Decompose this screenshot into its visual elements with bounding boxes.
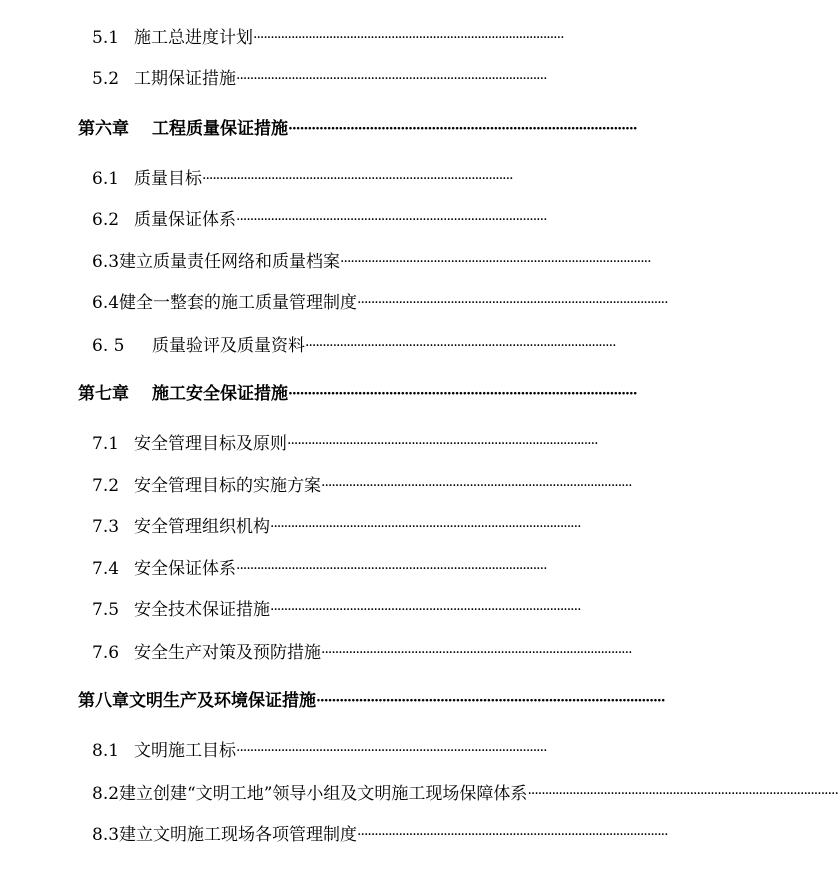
entry-title: 质量目标	[134, 169, 202, 189]
dot-leader: ··························································································	[287, 436, 598, 452]
dot-leader: ··························································································	[527, 786, 838, 802]
toc-entry[interactable]	[92, 783, 838, 805]
toc-entry[interactable]	[92, 168, 658, 190]
dot-leader: ··························································································	[340, 254, 651, 270]
dot-leader: ··························································································	[288, 386, 637, 402]
entry-title: 安全管理目标的实施方案	[134, 476, 321, 496]
toc-entry[interactable]	[92, 740, 658, 762]
entry-title: 工期保证措施	[134, 69, 236, 89]
toc-entry[interactable]	[92, 599, 658, 621]
dot-leader: ··························································································	[253, 30, 564, 46]
dot-leader: ··························································································	[316, 693, 665, 709]
toc-chapter[interactable]	[78, 383, 658, 405]
chapter-number: 第六章	[78, 119, 129, 139]
entry-title: 文明施工目标	[134, 741, 236, 761]
entry-number: 6.3	[92, 252, 120, 272]
entry-title: 安全管理目标及原则	[134, 434, 287, 454]
dot-leader: ··························································································	[321, 645, 632, 661]
entry-number: 7.2	[92, 476, 120, 496]
toc-chapter[interactable]	[78, 118, 658, 140]
entry-number: 7.5	[92, 600, 120, 620]
chapter-number: 第七章	[78, 384, 129, 404]
entry-title: 安全保证体系	[134, 559, 236, 579]
entry-title: 质量保证体系	[134, 210, 236, 230]
entry-number: 8.1	[92, 741, 120, 761]
entry-number: 7.1	[92, 434, 120, 454]
toc-entry[interactable]	[92, 824, 668, 846]
entry-title: 建立文明施工现场各项管理制度	[119, 825, 358, 845]
dot-leader: ··························································································	[270, 602, 581, 618]
chapter-number: 第八章	[78, 691, 129, 711]
dot-leader: ··························································································	[270, 519, 581, 535]
entry-number: 8.2	[92, 784, 120, 804]
entry-number: 5.1	[92, 28, 120, 48]
entry-number: 8.3	[92, 825, 120, 845]
entry-title: 健全一整套的施工质量管理制度	[119, 293, 358, 313]
entry-title: 质量验评及质量资料	[152, 336, 305, 356]
entry-title: 安全生产对策及预防措施	[134, 643, 321, 663]
toc-entry[interactable]	[92, 335, 655, 357]
entry-title: 施工总进度计划	[134, 28, 253, 48]
dot-leader: ··························································································	[236, 561, 547, 577]
dot-leader: ··························································································	[202, 171, 513, 187]
dot-leader: ··························································································	[236, 212, 547, 228]
entry-number: 6. 5	[92, 336, 125, 356]
toc-entry[interactable]	[92, 68, 658, 90]
dot-leader: ··························································································	[236, 743, 547, 759]
chapter-title: 文明生产及环境保证措施	[129, 691, 316, 711]
dot-leader: ··························································································	[288, 121, 637, 137]
entry-title: 安全管理组织机构	[134, 517, 270, 537]
toc-entry[interactable]	[92, 642, 658, 664]
toc-entry[interactable]	[92, 558, 658, 580]
toc-entry[interactable]	[92, 475, 658, 497]
dot-leader: ··························································································	[321, 478, 632, 494]
chapter-title: 施工安全保证措施	[152, 384, 288, 404]
entry-title: 建立质量责任网络和质量档案	[119, 252, 341, 272]
entry-number: 6.1	[92, 169, 120, 189]
dot-leader: ··························································································	[357, 827, 668, 843]
entry-number: 5.2	[92, 69, 120, 89]
entry-number: 6.4	[92, 293, 120, 313]
toc-entry[interactable]	[92, 433, 658, 455]
toc-entry[interactable]	[92, 516, 658, 538]
entry-title: 建立创建“文明工地”领导小组及文明施工现场保障体系	[119, 784, 528, 804]
dot-leader: ··························································································	[357, 295, 668, 311]
toc-entry[interactable]	[92, 251, 651, 273]
entry-title: 安全技术保证措施	[134, 600, 270, 620]
toc-chapter[interactable]	[78, 690, 665, 712]
dot-leader: ··························································································	[236, 71, 547, 87]
entry-number: 7.6	[92, 643, 120, 663]
entry-number: 6.2	[92, 210, 120, 230]
toc-entry[interactable]	[92, 27, 658, 49]
entry-number: 7.4	[92, 559, 120, 579]
chapter-title: 工程质量保证措施	[152, 119, 288, 139]
entry-number: 7.3	[92, 517, 120, 537]
toc-entry[interactable]	[92, 209, 658, 231]
toc-entry[interactable]	[92, 292, 668, 314]
dot-leader: ··························································································	[305, 338, 616, 354]
